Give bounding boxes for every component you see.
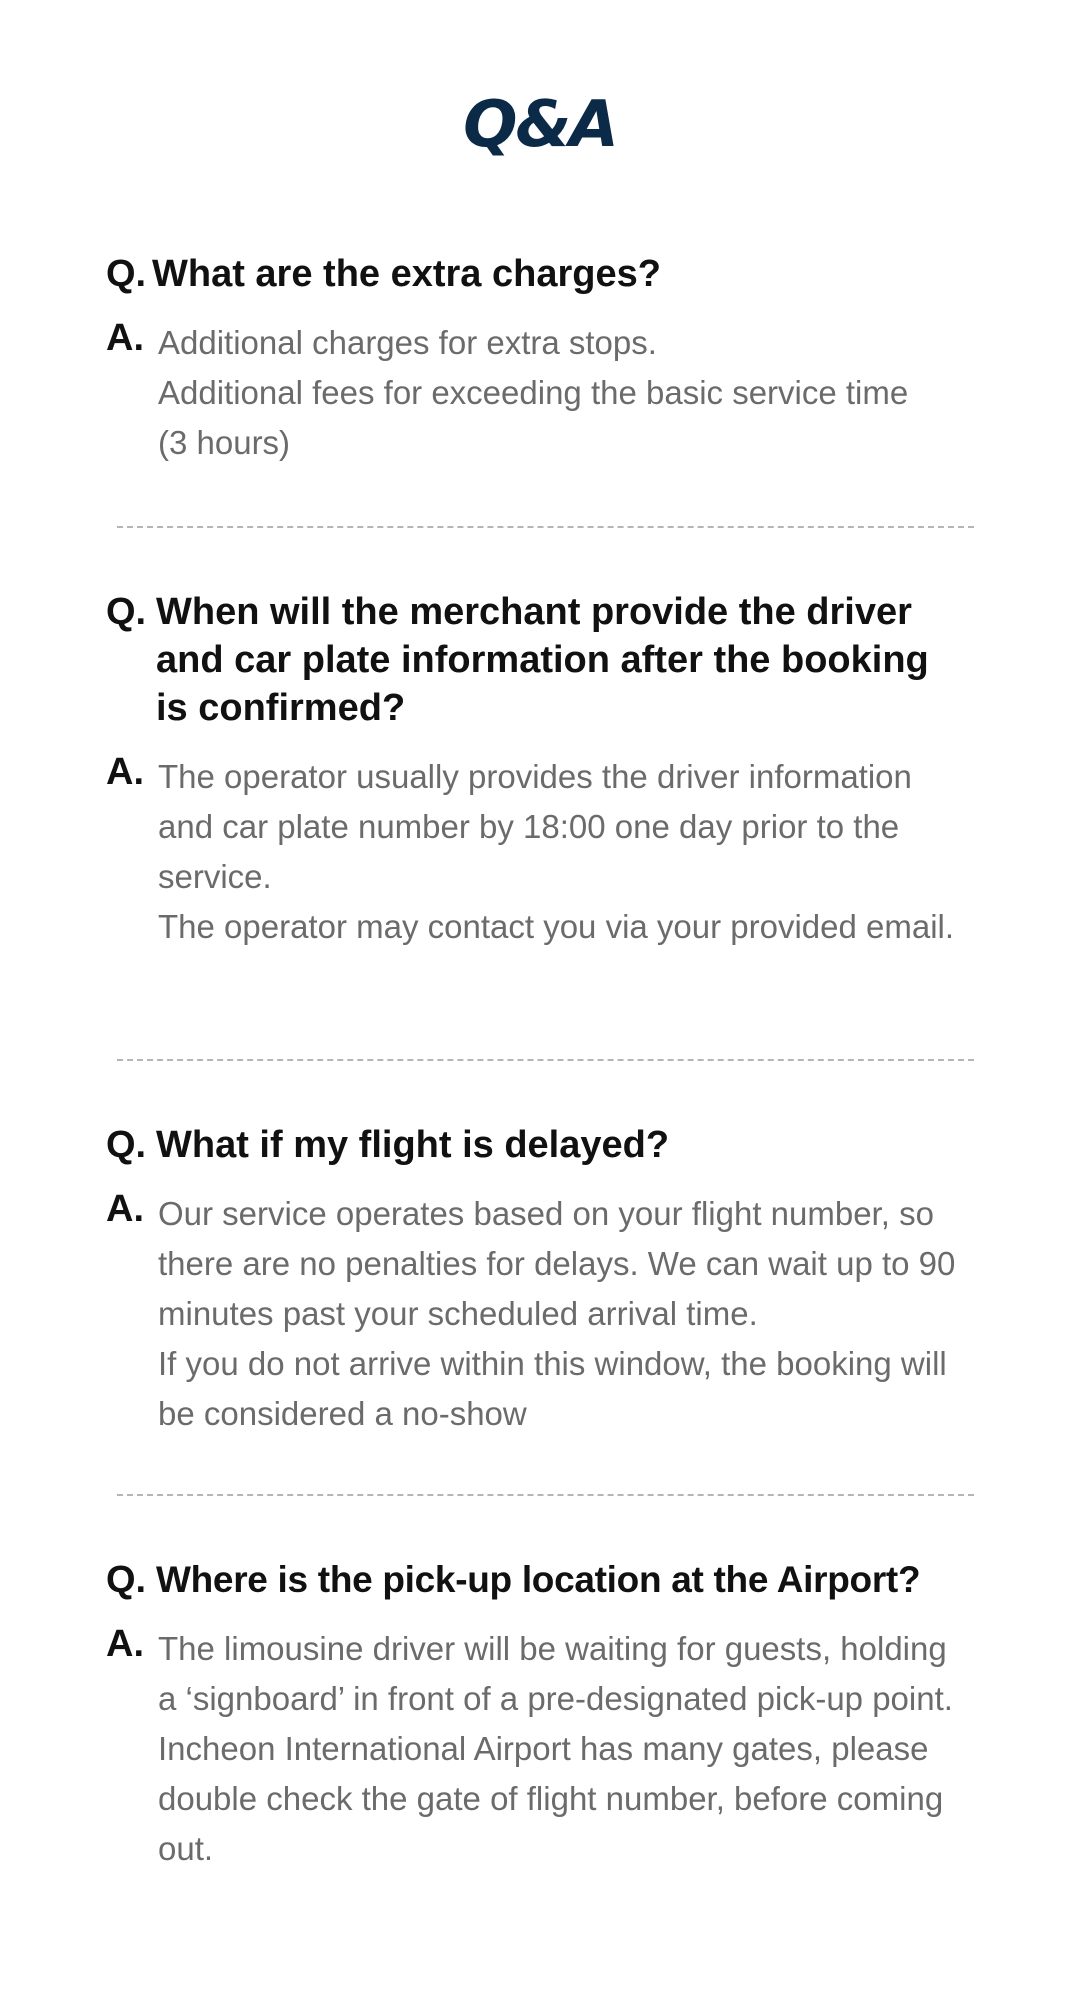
question-prefix: Q. (106, 591, 147, 633)
answer-text (158, 314, 986, 468)
dashed-divider (117, 1494, 974, 1496)
answer-line: Additional fees for exceeding the basic service time (3 hours) (158, 374, 909, 461)
answer-line: The operator usually provides the driver information and car plate number by 18:00 one day prior to the service. (158, 758, 912, 895)
answer-prefix: A. (106, 1623, 144, 1665)
answer-line: The limousine driver will be waiting for guests, holding a ‘signboard’ in front of a pre-designated pick-up point. Incheon International Airport has many gates, please double check the gate of flight number, before coming out. (158, 1630, 953, 1867)
answer-text (158, 1185, 986, 1439)
question-prefix: Q. (106, 1124, 147, 1166)
page-title: Q&A (463, 88, 617, 162)
answer-line: Our service operates based on your flight number, so there are no penalties for delays. We can wait up to 90 minutes past your scheduled arrival time. (158, 1195, 956, 1332)
faq-answer (106, 748, 986, 952)
faq-item (106, 1556, 986, 1874)
question-text: What are the extra charges? (152, 253, 661, 295)
question-prefix: Q. (106, 1559, 147, 1601)
faq-item (106, 1121, 986, 1439)
question-text: Where is the pick-up location at the Airport? (156, 1559, 921, 1600)
faq-question (106, 250, 986, 298)
faq-answer (106, 314, 986, 468)
question-prefix: Q. (106, 253, 147, 295)
faq-answer (106, 1620, 986, 1874)
question-text: When will the merchant provide the driver and car plate information after the booking is confirmed? (156, 591, 929, 729)
dashed-divider (117, 1059, 974, 1061)
faq-item (106, 588, 986, 952)
answer-text (158, 1620, 986, 1874)
answer-line: The operator may contact you via your provided email. (158, 908, 955, 945)
faq-question (106, 1121, 986, 1169)
faq-question (106, 588, 986, 732)
answer-prefix: A. (106, 751, 144, 793)
faq-item (106, 250, 986, 468)
answer-prefix: A. (106, 1188, 144, 1230)
question-text: What if my flight is delayed? (156, 1124, 670, 1166)
answer-text (158, 748, 986, 952)
answer-line: If you do not arrive within this window, the booking will be considered a no-show (158, 1345, 947, 1432)
answer-prefix: A. (106, 317, 144, 359)
answer-line: Additional charges for extra stops. (158, 324, 657, 361)
dashed-divider (117, 526, 974, 528)
faq-question (106, 1556, 986, 1604)
faq-answer (106, 1185, 986, 1439)
